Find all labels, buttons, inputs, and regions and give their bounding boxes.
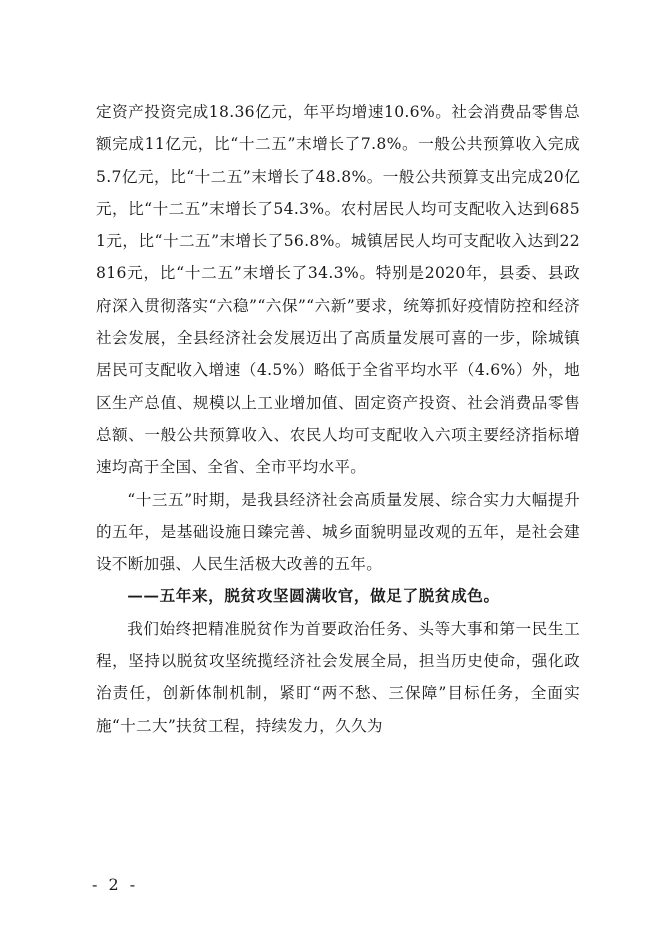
body-paragraph-poverty: 我们始终把精准脱贫作为首要政治任务、头等大事和第一民生工程，坚持以脱贫攻坚统揽经济社会发展全局，担当历史使命，强化政治责任，创新体制机制，紧盯“两不愁、三保障”目标任务，全面实施“十二大”扶贫工程，持续发力，久久为: [96, 619, 580, 735]
body-paragraph-continuation: 定资产投资完成18.36亿元，年平均增速10.6%。社会消费品零售总额完成11亿元，比“十二五”末增长了7.8%。一般公共预算收入完成5.7亿元，比“十二五”末增长了48.8%。一般公共预算支出完成20亿元，比“十二五”末增长了54.3%。农村居民人均可支配收入达到6851元，比“十二五”末增长了56.8%。城镇居民人均可支配收入达到22816元，比“十二五”末增长了34.3%。特别是2020年，县委、县政府深入贯彻落实“六稳”“六保”“六新”要求，统筹抓好疫情防控和经济社会发展，全县经济社会发展迈出了高质量发展可喜的一步，除城镇居民可支配收入增速（4.5%）略低于全省平均水平（4.6%）外，地区生产总值、规模以上工业增加值、固定资产投资、社会消费品零售总额、一般公共预算收入、农民人均可支配收入六项主要经济指标增速均高于全国、全省、全市平均水平。: [96, 103, 580, 477]
document-page: [96, 96, 580, 742]
section-heading: ——五年来，脱贫攻坚圆满收官，做足了脱贫成色。: [127, 586, 500, 606]
page-number: - 2 -: [92, 875, 139, 894]
body-paragraph-summary: “十三五”时期，是我县经济社会高质量发展、综合实力大幅提升的五年，是基础设施日臻完善、城乡面貌明显改观的五年，是社会建设不断加强、人民生活极大改善的五年。: [96, 490, 580, 574]
